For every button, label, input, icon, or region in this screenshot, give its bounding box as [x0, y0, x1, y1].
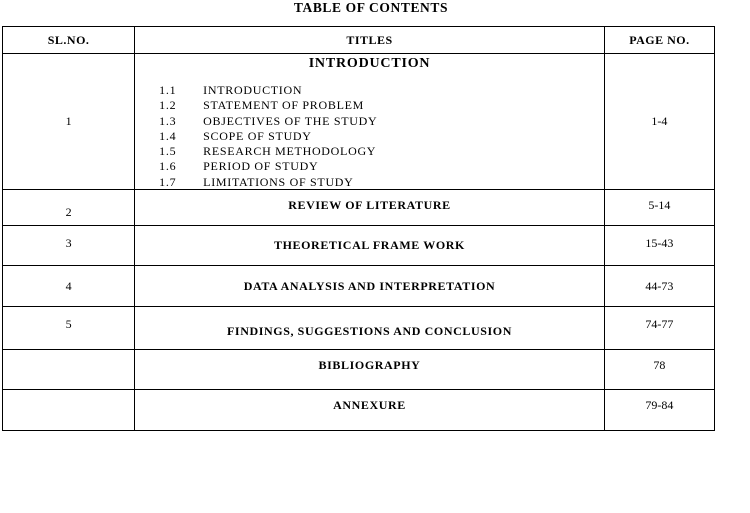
row-page-number: 44-73 [604, 266, 714, 307]
row-sl-number [3, 390, 135, 431]
row-page-number: 5-14 [604, 190, 714, 226]
list-item: 1.1 INTRODUCTION [159, 83, 303, 97]
page-title: TABLE OF CONTENTS [293, 0, 449, 15]
row-page-number: 79-84 [604, 390, 714, 431]
header-titles: TITLES [135, 27, 605, 54]
row-sl-number [3, 350, 135, 390]
chapter-heading: INTRODUCTION [308, 56, 431, 71]
row-sl-number: 3 [3, 226, 135, 266]
row-sl-number: 4 [3, 266, 135, 307]
row-page-number: 78 [604, 350, 714, 390]
row-sl-number: 5 [3, 307, 135, 350]
row-sl-number: 2 [3, 190, 135, 226]
row-title: ANNEXURE [135, 390, 605, 431]
list-item: 1.3 OBJECTIVES OF THE STUDY [159, 113, 378, 128]
table-row [3, 307, 715, 350]
row-title: REVIEW OF LITERATURE [135, 190, 605, 226]
table-row [3, 226, 715, 266]
list-item: 1.5 RESEARCH METHODOLOGY [159, 144, 377, 159]
list-item: 1.2 STATEMENT OF PROBLEM [159, 98, 365, 113]
list-item: 1.6 PERIOD OF STUDY [159, 159, 319, 174]
row-title: BIBLIOGRAPHY [135, 350, 605, 390]
header-page-no: PAGE NO. [604, 27, 714, 54]
row-page-number: 1-4 [604, 54, 714, 190]
table-row [3, 54, 715, 190]
row-title: DATA ANALYSIS AND INTERPRETATION [135, 266, 605, 307]
row-page-number: 15-43 [604, 226, 714, 266]
header-sl-no: SL.NO. [3, 27, 135, 54]
table-row [3, 350, 715, 390]
list-item: 1.4 SCOPE OF STUDY [159, 128, 312, 143]
table-row [3, 390, 715, 431]
row-sl-number: 1 [3, 54, 135, 190]
subsection-list [159, 83, 377, 190]
toc-table [2, 26, 715, 431]
row-title: FINDINGS, SUGGESTIONS AND CONCLUSION [135, 307, 605, 350]
row-title: THEORETICAL FRAME WORK [135, 226, 605, 266]
row-title-cell [135, 54, 605, 190]
table-header-row [3, 27, 715, 54]
row-page-number: 74-77 [604, 307, 714, 350]
table-row [3, 266, 715, 307]
table-row [3, 190, 715, 226]
list-item: 1.7 LIMITATIONS OF STUDY [159, 174, 354, 189]
